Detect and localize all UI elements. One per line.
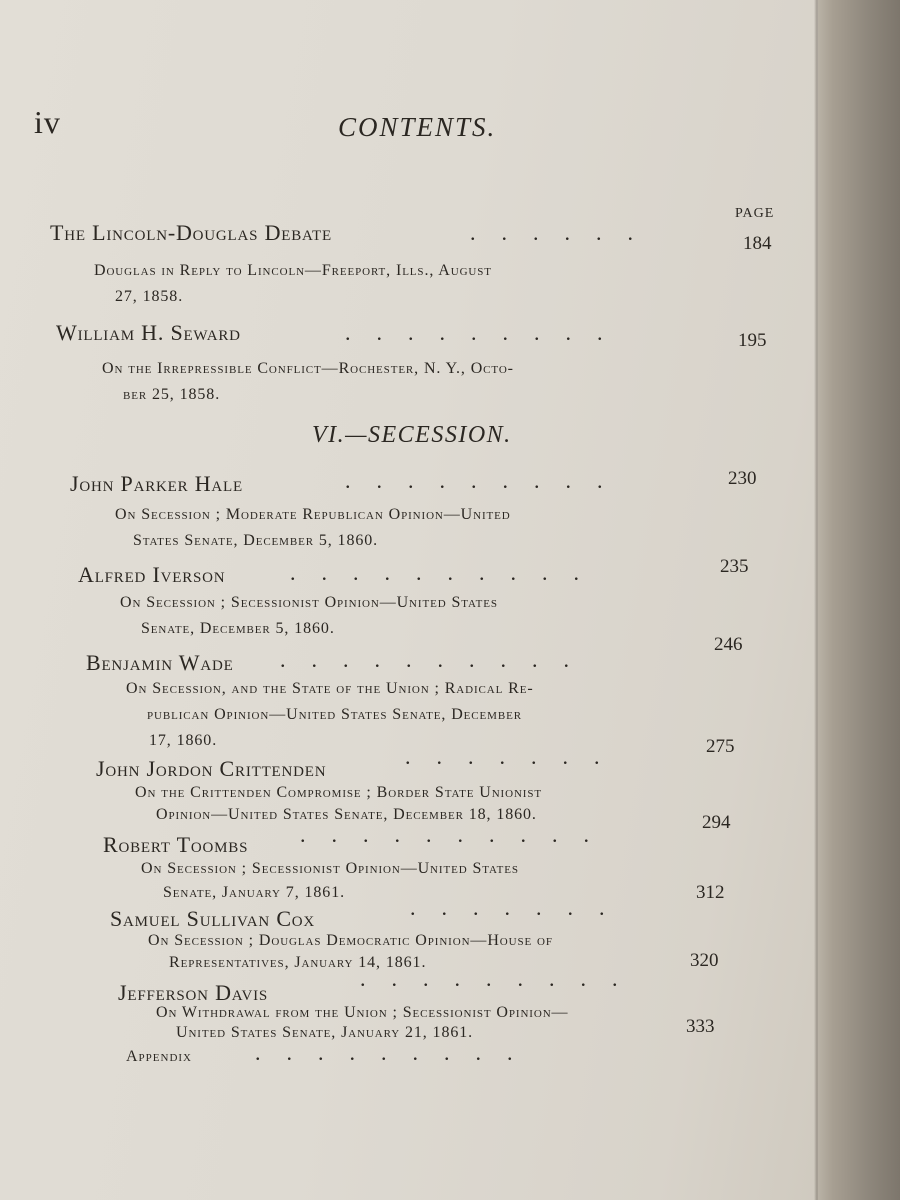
dot-leader: ..........	[280, 647, 595, 672]
entry-description: States Senate, December 5, 1860.	[133, 532, 379, 549]
entry-page-number: 275	[706, 736, 735, 757]
entry-description: 27, 1858.	[115, 288, 184, 305]
page-column-label: PAGE	[735, 206, 775, 221]
dot-leader: ......	[470, 220, 659, 245]
entry-description: On Secession ; Moderate Republican Opinion—United	[115, 506, 511, 523]
entry-description: Douglas in Reply to Lincoln—Freeport, Ills., August	[94, 262, 492, 279]
book-fore-edge	[818, 0, 900, 1200]
entry-page-number: 184	[743, 233, 772, 254]
entry-name: Samuel Sullivan Cox	[110, 906, 316, 931]
entry-description: Opinion—United States Senate, December 18, 1860.	[156, 806, 537, 823]
entry-name: Robert Toombs	[103, 832, 249, 857]
dot-leader: .........	[255, 1040, 539, 1065]
appendix-page-number: 333	[686, 1016, 715, 1037]
entry-description: On Secession ; Secessionist Opinion—United States	[141, 860, 519, 877]
entry-name: The Lincoln-Douglas Debate	[50, 220, 332, 245]
entry-page-number: 312	[696, 882, 725, 903]
entry-description: On Secession, and the State of the Union ; Radical Re-	[126, 680, 534, 697]
entry-description: United States Senate, January 21, 1861.	[176, 1024, 474, 1041]
section-title: VI.—SECESSION.	[312, 422, 512, 448]
entry-name: William H. Seward	[56, 320, 241, 345]
entry-description: On Withdrawal from the Union ; Secessionist Opinion—	[156, 1004, 569, 1021]
entry-page-number: 235	[720, 556, 749, 577]
entry-name: Jefferson Davis	[118, 980, 269, 1005]
entry-page-number: 320	[690, 950, 719, 971]
entry-name: Alfred Iverson	[78, 562, 226, 587]
entry-description: 17, 1860.	[149, 732, 218, 749]
entry-page-number: 246	[714, 634, 743, 655]
dot-leader: ..........	[290, 560, 605, 585]
dot-leader: .......	[405, 744, 626, 769]
dot-leader: .........	[345, 468, 629, 493]
entry-name: John Parker Hale	[70, 471, 243, 496]
appendix-entry: Appendix	[126, 1048, 193, 1065]
entry-description: ber 25, 1858.	[123, 386, 221, 403]
entry-name: Benjamin Wade	[86, 650, 234, 675]
dot-leader: ..........	[300, 822, 615, 847]
entry-page-number: 230	[728, 468, 757, 489]
dot-leader: .......	[410, 895, 631, 920]
entry-description: publican Opinion—United States Senate, December	[147, 706, 522, 723]
entry-description: On the Irrepressible Conflict—Rochester, N. Y., Octo-	[102, 360, 514, 377]
running-head: CONTENTS.	[338, 112, 497, 142]
dot-leader: .........	[360, 966, 644, 991]
entry-description: On the Crittenden Compromise ; Border State Unionist	[135, 784, 542, 801]
entry-description: Senate, January 7, 1861.	[163, 884, 346, 901]
entry-description: Representatives, January 14, 1861.	[169, 954, 427, 971]
entry-page-number: 195	[738, 330, 767, 351]
entry-page-number: 294	[702, 812, 731, 833]
entry-description: On Secession ; Douglas Democratic Opinion—House of	[148, 932, 553, 949]
entry-name: John Jordon Crittenden	[96, 756, 327, 781]
dot-leader: .........	[345, 320, 629, 345]
folio-number: iv	[34, 104, 61, 140]
entry-description: On Secession ; Secessionist Opinion—United States	[120, 594, 498, 611]
entry-description: Senate, December 5, 1860.	[141, 620, 335, 637]
